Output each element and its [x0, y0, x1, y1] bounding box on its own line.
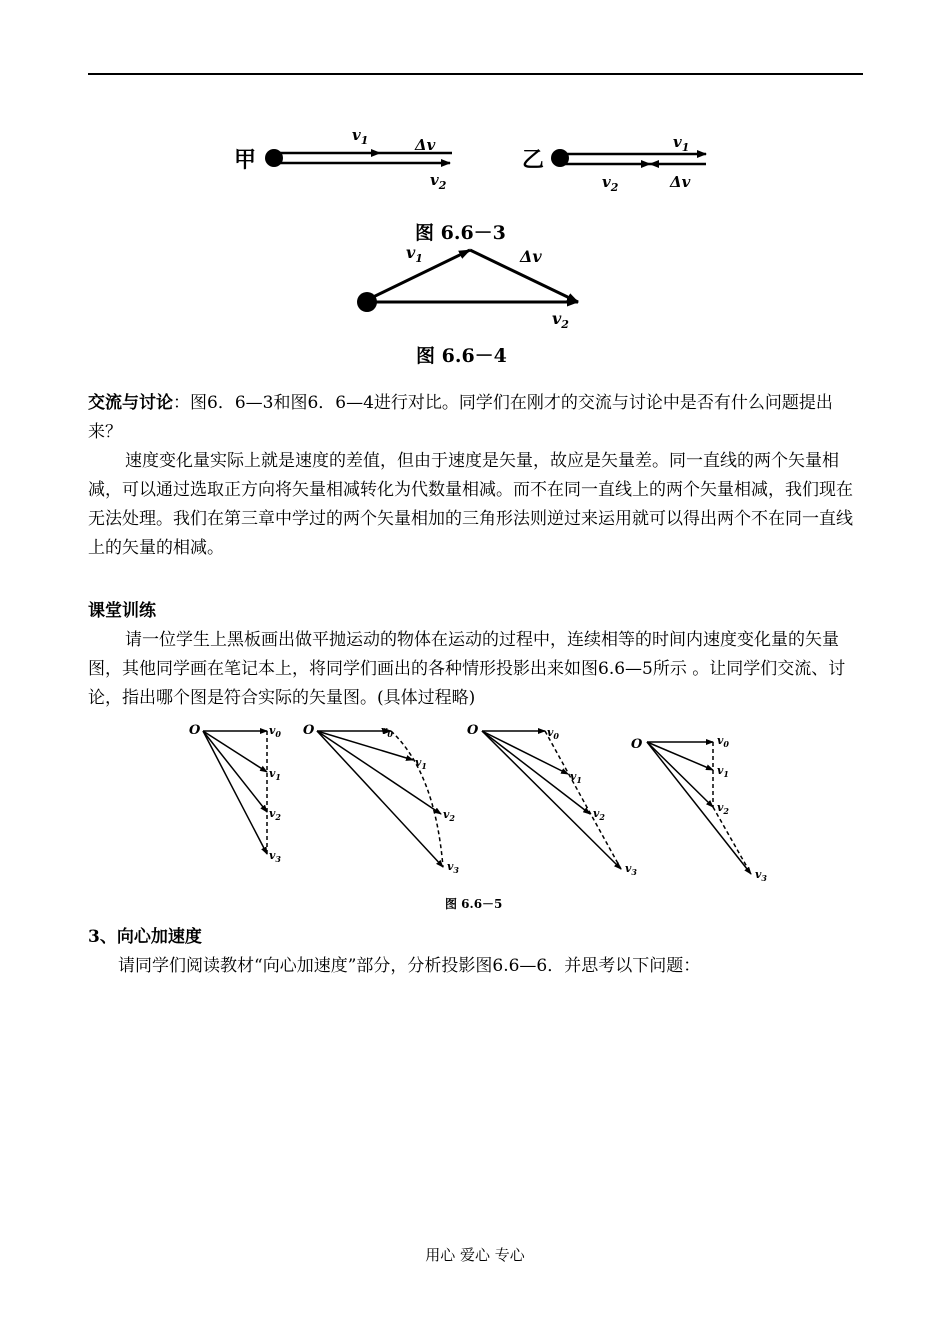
- svg-text:Δv: Δv: [415, 136, 436, 154]
- svg-text:v0: $v_0$: [717, 734, 729, 749]
- discussion-label: 交流与讨论: [88, 393, 173, 413]
- svg-text:v2: $v_2$: [443, 808, 455, 823]
- discussion-intro: 交流与讨论：图6．6—3和图6．6—4进行对比。同学们在刚才的交流与讨论中是否有什么问题提出来？: [88, 393, 833, 442]
- svg-text:O: O: [189, 723, 201, 738]
- svg-text:v1: $v_1$: [415, 756, 427, 771]
- figure-6-6-4: [340, 240, 600, 370]
- page-footer: 用心 爱心 专心: [425, 1246, 525, 1264]
- svg-text:v1: $v_1$: [406, 243, 423, 265]
- svg-text:v1: $v_1$: [352, 126, 369, 147]
- svg-text:v1: $v_1$: [673, 133, 690, 154]
- svg-text:v2: $v_2$: [602, 173, 619, 194]
- svg-text:O: O: [631, 737, 643, 752]
- figure-6-6-5: [185, 722, 785, 917]
- svg-text:O: O: [303, 723, 315, 738]
- caption-6-6-4: 图 6.6－4: [416, 345, 507, 367]
- caption-6-6-3: 图 6.6－3: [415, 222, 506, 244]
- svg-text:v2: $v_2$: [269, 807, 281, 822]
- svg-text:v3: $v_3$: [269, 849, 281, 864]
- discussion-text: 图6．6—3和图6．6—4进行对比。同学们在刚才的交流与讨论中是否有什么问题提出来？: [88, 393, 833, 442]
- svg-text:v3: $v_3$: [755, 868, 767, 883]
- discussion-section: [88, 389, 864, 563]
- svg-text:Δv: Δv: [520, 247, 542, 266]
- training-paragraph: 请一位学生上黑板画出做平抛运动的物体在运动的过程中，连续相等的时间内速度变化量的矢量图，其他同学画在笔记本上，将同学们画出的各种情形投影出来如图6.6—5所示 。让同学们交流、讨论，指出哪个图是符合实际的矢量图。(具体过程略): [88, 630, 846, 708]
- label-yi: 乙: [522, 147, 545, 173]
- svg-text:v2: $v_2$: [717, 801, 729, 816]
- svg-text:v3: $v_3$: [625, 862, 637, 877]
- section-3-paragraph: 请同学们阅读教材“向心加速度”部分，分析投影图6.6—6．并思考以下问题：: [118, 956, 701, 976]
- svg-text:v0: $v_0$: [547, 726, 559, 741]
- label-jia: 甲: [234, 147, 257, 173]
- svg-text:v2: $v_2$: [430, 171, 447, 192]
- svg-text:Δv: Δv: [670, 173, 691, 191]
- svg-text:v3: $v_3$: [447, 860, 459, 875]
- svg-text:v0: $v_0$: [381, 724, 393, 739]
- svg-text:v2: $v_2$: [552, 309, 569, 331]
- svg-text:v1: $v_1$: [269, 767, 281, 782]
- svg-text:v1: $v_1$: [570, 770, 582, 785]
- svg-text:v2: $v_2$: [593, 807, 605, 822]
- caption-6-6-5: 图 6.6－5: [445, 897, 503, 911]
- header-rule: [88, 73, 863, 75]
- discussion-paragraph: 速度变化量实际上就是速度的差值，但由于速度是矢量，故应是矢量差。同一直线的两个矢量相减，可以通过选取正方向将矢量相减转化为代数量相减。而不在同一直线上的两个矢量相减，我们现在无法处理。我们在第三章中学过的两个矢量相加的三角形法则逆过来运用就可以得出两个不在同一直线上的矢量的相减。: [88, 451, 853, 558]
- section-3-heading: 3、向心加速度: [88, 927, 202, 947]
- training-heading: 课堂训练: [88, 601, 156, 621]
- svg-text:v1: $v_1$: [717, 764, 729, 779]
- object-dot-jia: [265, 149, 283, 167]
- figure-6-6-3: [230, 125, 720, 245]
- svg-text:O: O: [467, 723, 479, 738]
- svg-text:v0: $v_0$: [269, 724, 281, 739]
